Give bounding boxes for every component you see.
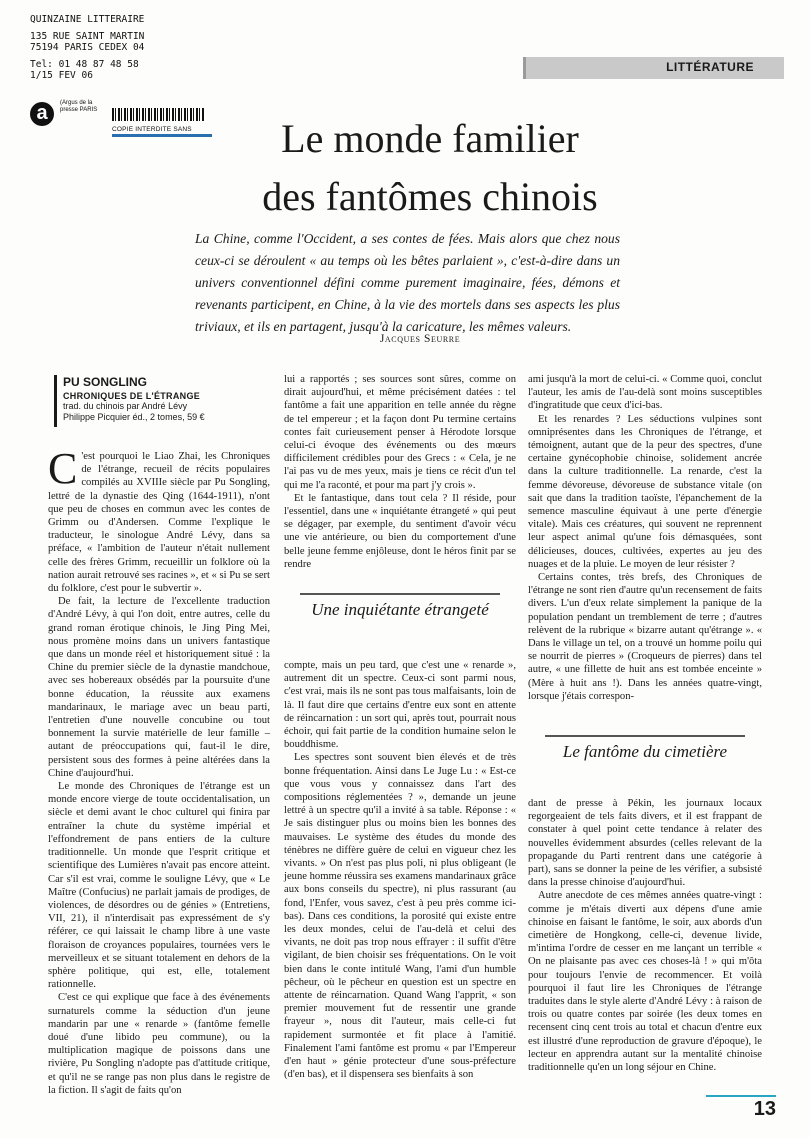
- stamp-line: Tel: 01 48 87 48 58: [30, 59, 139, 70]
- headline-line-2: des fantômes chinois: [262, 174, 598, 219]
- paragraph: Le monde des Chroniques de l'étrange est un monde encore vierge de toute occidentalisation, un siècle et demi avant le choc culturel qui finira par entraîner la chute du système impérial et l'effondrement de pans entiers de la culture traditionnelle. Un monde que l'esprit critique et scientifique des Lumières n'avait pas encore atteint. Car s'il est vrai, comme le souligne Lévy, que « Le Maître (Confucius) ne parlait jamais de prodiges, de violences, de désordres ou de génies » (Entretiens, VII, 21), il n'interdisait pas expressément de s'y référer, ce qui laissait le champ libre à une vaste floraison de croyances populaires, tournées vers le merveilleux et se situant totalement en dehors de la sphère politique, qui est, elle, totalement rationnelle.: [48, 781, 270, 991]
- drop-cap: C: [48, 444, 78, 493]
- paragraph: Et les renardes ? Les séductions vulpines sont omniprésentes dans les Chroniques de l'étrange, et témoignent, autant que de la peur des spectres, d'une certaine gynécophobie chinoise, solidement ancrée dans la culture traditionnelle. La renarde, c'est la femme dévoreuse, dévoreuse de substance vitale (on sait que dans la tradition taoïste, l'épanchement de la semence masculine équivaut à une perte d'énergie vitale). Mais ces créatures, qui souvent ne reprennent leur aspect animal qu'une fois démasquées, sont délicieuses, douces, cultivées, expertes au jeu des nuages et de la pluie. Le moyen de leur résister ?: [528, 413, 762, 570]
- book-translator: trad. du chinois par André Lévy: [63, 401, 188, 411]
- byline: Jacques Seurre: [379, 333, 461, 345]
- copy-notice: COPIE INTERDITE SANS: [112, 126, 192, 133]
- book-publisher: Philippe Picquier éd., 2 tomes, 59 €: [63, 412, 205, 422]
- paragraph: ami jusqu'à la mort de celui-ci. « Comme quoi, conclut l'auteur, les amis de l'au-delà sont moins susceptibles d'ingratitude que ceux d'ici-bas.: [528, 374, 762, 412]
- paragraph: Et le fantastique, dans tout cela ? Il réside, pour l'essentiel, dans une « inquiétante étrangeté » qui peut se dégager, par exemple, du sentiment d'avoir vécu une vie antérieure, ou bien du comportement d'une belle jeune femme enjôleuse, dont le héros finit par se rendre: [284, 492, 516, 570]
- standfirst: La Chine, comme l'Occident, a ses contes de fées. Mais alors que chez nous ceux-ci se déroulent « au temps où les bêtes parlaient », c'est-à-dire dans un univers conventionnel défini comme purement imaginaire, fées, démons et revenants participent, en Chine, à la vie des mortels dans ses aspects les plus triviaux, et ils en partagent, jusqu'à la caricature, les mêmes valeurs.: [195, 231, 620, 334]
- stamp-line: 135 RUE SAINT MARTIN: [30, 31, 145, 42]
- paragraph: 'est pourquoi le Liao Zhai, les Chroniques de l'étrange, recueil de récits populaires compilés au XVIIIe siècle par Pu Songling, lettré de la dynastie des Qing (1644-1911), n'ont que peu de choses en commun avec les contes de Grimm ou d'Andersen. Comme l'explique le traducteur, le sinologue André Lévy, dans sa préface, « l'ambition de l'auteur n'était nullement celle des frères Grimm, recueillir un folklore où la nation aurait retrouvé ses racines », et « si Pu se sert du folklore, c'est pour le subvertir ».: [48, 451, 270, 595]
- section-band: [523, 57, 784, 79]
- paragraph: De fait, la lecture de l'excellente traduction d'André Lévy, à qui l'on doit, entre autres, celle du grand roman érotique chinois, le Jing Ping Mei, nous promène moins dans un univers fantastique que dans un monde réel et historiquement situé : la Chine du premier siècle de la dynastie mandchoue, avec ses hobereaux obsédés par la poursuite d'une bonne éducation, la réussite aux examens mandarinaux, le mariage avec un beau parti, l'entretien d'une nouvelle concubine ou tout bonnement la survie matérielle de leur famille – autant de préoccupations qui, faut-il le dire, persistent sous des formes à peine altérées dans la Chine d'aujourd'hui.: [48, 596, 270, 779]
- paragraph: dant de presse à Pékin, les journaux locaux regorgeaient de tels faits divers, et il est frappant de constater à quel point cette tendance à relater des nouvelles évidemment absurdes (celles relevant de la propagande du Parti rentrent dans une catégorie à part), sans se donner la peine de les vérifier, a subsisté dans la presse chinoise d'aujourd'hui.: [528, 798, 762, 889]
- page-number: 13: [753, 1098, 776, 1120]
- book-author: PU SONGLING: [63, 375, 148, 389]
- column-2-bottom: [284, 659, 516, 1082]
- paragraph: lui a rapportés ; ses sources sont sûres, comme on dirait aujourd'hui, et même précisément datées : tel fantôme a fait une apparition en telle année du règne de tel empereur ; et la façon dont Pu termine certains contes fait curieusement penser à Hérodote lorsque celui-ci évoque des événements ou des mœurs difficilement crédibles pour des Grecs : « Cela, je ne l'ai pas vu de mes yeux, mais je tiens ce récit d'un tel qui me l'a raconté, et pour ma part j'y crois ».: [284, 374, 516, 491]
- headline-line-1: Le monde familier: [281, 116, 579, 161]
- headline: [150, 110, 710, 226]
- stamp-line: QUINZAINE LITTERAIRE: [30, 14, 145, 25]
- paragraph: Les spectres sont souvent bien élevés et de très bonne fréquentation. Ainsi dans Le Juge Lu : « Est-ce que vous vous y connaissez dans l'art des compositions réglementées ? », demande un jeune lettré à un spectre qu'il a invité à sa table. Réponse : « Je sais distinguer plus ou moins bien les bonnes des mauvaises. Le système des études du monde des ténèbres ne diffère guère de celui en vigueur chez les vivants. » On n'est pas plus poli, ni plus obligeant (le jeune homme réussira ses examens mandarinaux grâce aux bons conseils du spectre), ni plus rassurant (au fond, l'Enfer, vous savez, c'est à peu près comme ici-bas). Dans ces conditions, la porosité qui existe entre les deux mondes, celui de l'au-delà et celui des vivants, ne doit pas trop nous effrayer : il suffit d'être vigilant, de bien choisir ses fréquentations. On le voit bien dans le conte intitulé Wang, l'ami d'un humble pêcheur, où le pêcheur en question est un spectre en attente de réincarnation. Quand Wang l'apprit, « son premier mouvement fut de ressentir une grande frayeur », nous dit l'auteur, mais celle-ci fut rapidement surmontée et fit place à l'amitié. Finalement l'ami fantôme est promu « par l'Empereur d'en haut » génie protecteur d'une sous-préfecture (d'en bas), et il dispensera ses bienfaits à son: [284, 752, 516, 1081]
- column-1: [48, 444, 270, 1097]
- paragraph: Certains contes, très brefs, des Chroniques de l'étrange ne sont rien d'autre qu'un recensement de faits divers. L'un d'eux relate simplement la panique de la population pendant un tremblement de terre ; d'autres relèvent de la rubrique « bizarre autant qu'étrange ». « Dans le village un tel, on a trouvé un homme poilu qui se nourrit de pierres » (Croqueurs de pierres) dans tel autre, « une fillette de huit ans est tombée enceinte » (Mère à huit ans !). Dans les années quatre-vingt, lorsque j'étais correspon-: [528, 572, 762, 702]
- argus-logo-text: (Argus de la presse PARIS: [60, 100, 98, 113]
- paragraph: Autre anecdote de ces mêmes années quatre-vingt : comme je m'étais diverti aux dépens d'une amie chinoise en faisant le fantôme, le soir, aux abords d'un cimetière de Hongkong, celle-ci, devenue livide, m'intima l'ordre de cesser en me lançant un terrible « On ne plaisante pas avec ces choses-là ! » qui m'ôta pour toujours l'envie de recommencer. Et voilà pourquoi il faut lire les Chroniques de l'étrange traduites dans le style alerte d'André Lévy : à raison de trois ou quatre contes par soirée (les deux tomes en recensent cinq cent trois au total et chacun d'entre eux est illustré d'une reproduction de gravure d'époque), le lecteur en apprendra autant sur la mentalité chinoise traditionnelle qu'en un long séjour en Chine.: [528, 890, 762, 1074]
- paragraph: C'est ce qui explique que face à des événements surnaturels comme la séduction d'un jeune mandarin par une « renarde » (fantôme femelle doué d'une libido peu commune), ou la multiplication magique de poissons dans une rivière, Pu Songling n'adopte pas d'attitude critique, et qu'il ne se range pas non plus dans le registre de la fiction. Il s'agit de faits qu'on: [48, 992, 270, 1096]
- intertitle-2: Le fantôme du cimetière: [545, 735, 745, 762]
- book-info-box: [54, 375, 278, 427]
- stamp-line: 75194 PARIS CEDEX 04: [30, 42, 145, 53]
- column-2-top: [284, 373, 516, 571]
- paragraph: compte, mais un peu tard, que c'est une « renarde », autrement dit un spectre. Ceux-ci sont parmi nous, c'est vrai, mais ils ne sont pas tous malfaisants, loin de là. Il faut dire que certains d'entre eux sont en attente de réincarnation : un sort qui, après tout, pourrait nous échoir, qui fait partie de la condition humaine selon le bouddhisme.: [284, 660, 516, 751]
- book-title: CHRONIQUES DE L'ÉTRANGE: [63, 391, 201, 401]
- argus-logo-icon: a: [30, 102, 54, 126]
- stamp-line: 1/15 FEV 06: [30, 70, 93, 81]
- column-3-bottom: [528, 797, 762, 1074]
- intertitle-1: Une inquiétante étrangeté: [300, 593, 500, 620]
- section-label: LITTÉRATURE: [666, 60, 754, 74]
- column-3-top: [528, 373, 762, 703]
- page-number-rule: [706, 1095, 776, 1097]
